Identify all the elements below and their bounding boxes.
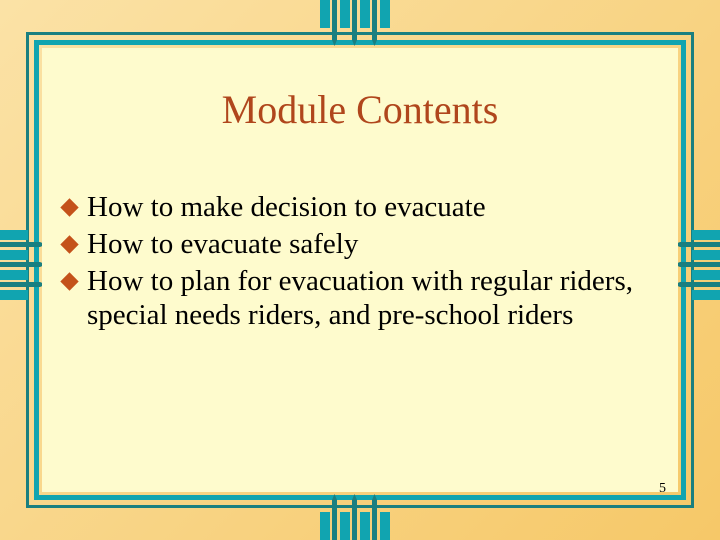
right-frame-ornament [674,228,720,304]
left-frame-ornament [0,228,46,304]
list-item [60,264,660,332]
page-number: 5 [659,481,666,496]
bullet-list [60,190,660,335]
diamond-bullet-icon [60,235,78,253]
list-item [60,227,660,261]
diamond-bullet-icon [60,198,78,216]
slide-title: Module Contents [221,87,499,132]
bullet-text: How to plan for evacuation with regular riders, special needs riders, and pre-school riders [87,265,633,331]
bottom-frame-ornament [318,494,398,540]
bullet-text: How to make decision to evacuate [87,191,486,223]
bullet-text: How to evacuate safely [87,228,359,260]
list-item [60,190,660,224]
top-frame-ornament [318,0,398,46]
diamond-bullet-icon [60,272,78,290]
